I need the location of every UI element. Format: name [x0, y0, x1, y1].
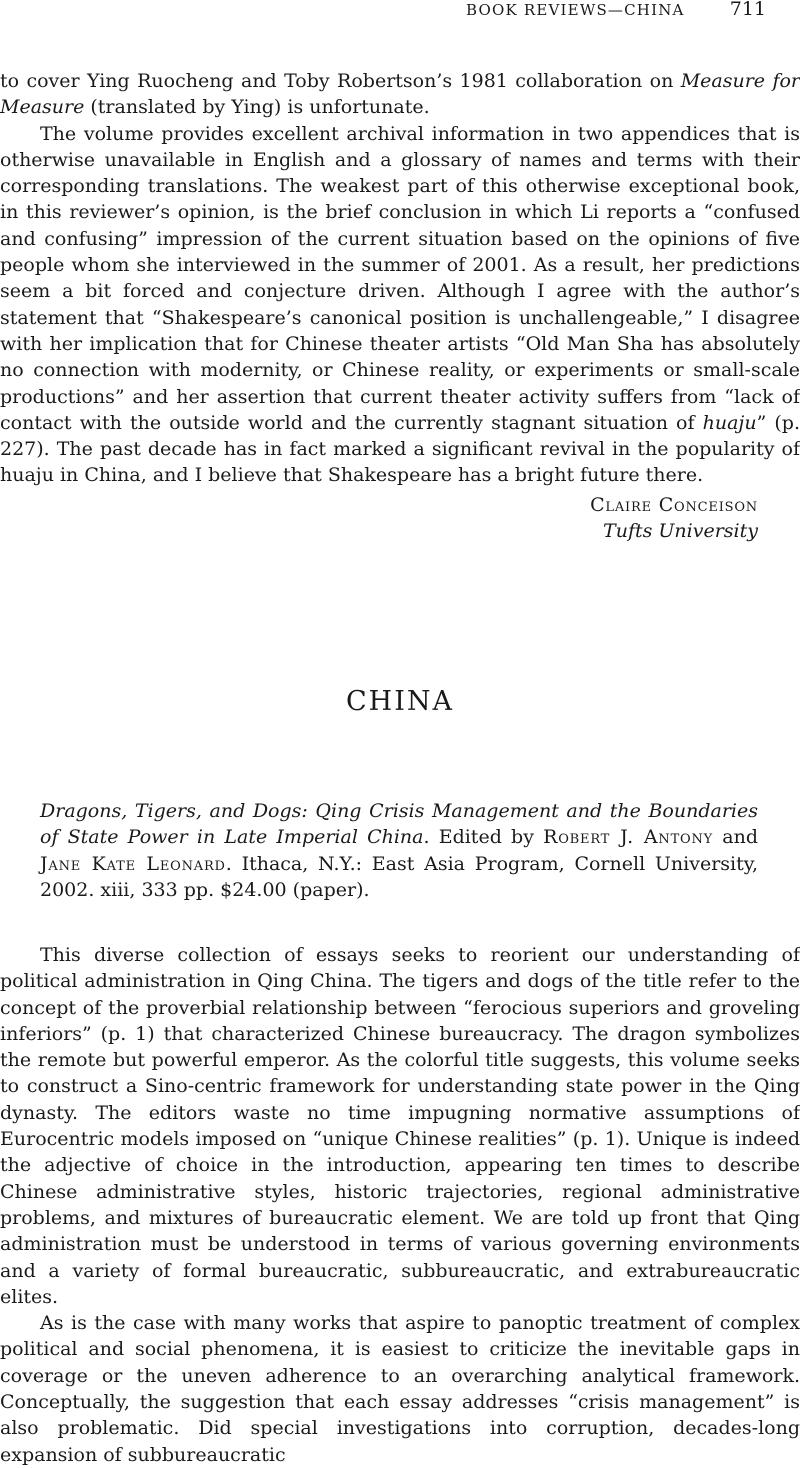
text-run: (translated by Ying) is unfortunate.: [84, 96, 430, 119]
paragraph: As is the case with many works that aspire to panoptic treatment of complex political and social phenomena, it is easiest to criticize the inevitable gaps in coverage or the uneven adherence to an overarching analytical framework. Conceptually, the suggestion that each essay addresses “crisis management” is also problematic. Did special investigations into corruption, decades-long expansion of subbureaucratic: [0, 1312, 800, 1466]
reviewer-name: Claire Conceison: [590, 494, 758, 516]
running-title: BOOK REVIEWS—CHINA: [466, 1, 685, 19]
review-text: [0, 942, 800, 1468]
paragraph: [0, 68, 800, 121]
book-citation: [40, 798, 758, 903]
previous-review-text: [0, 68, 800, 489]
text-run: . Edited by: [423, 826, 544, 849]
paragraph: [0, 121, 800, 489]
section-heading: CHINA: [346, 686, 454, 717]
publication-details: . Ithaca, N.Y.: East Asia Program, Cornell University, 2002. xiii, 333 pp. $24.00 (paper).: [40, 852, 758, 901]
reviewer-affiliation: Tufts University: [603, 520, 758, 542]
paragraph: This diverse collection of essays seeks to reorient our understanding of political administration in Qing China. The tigers and dogs of the title refer to the concept of the proverbial relationship between “ferocious superiors and groveling inferiors” (p. 1) that characterized Chinese bureaucracy. The dragon symbolizes the remote but powerful emperor. As the colorful title suggests, this volume seeks to construct a Sino-centric framework for understanding state power in the Qing dynasty. The editors waste no time impugning normative assumptions of Eurocentric models imposed on “unique Chinese realities” (p. 1). Unique is indeed the adjective of choice in the introduction, appearing ten times to describe Chinese administrative styles, historic trajectories, regional administrative problems, and mixtures of bureaucratic element. We are told up front that Qing administration must be understood in terms of various governing environments and a variety of formal bureaucratic, subbureaucratic, and extrabureaucratic elites.: [0, 944, 800, 1308]
running-head: [0, 0, 800, 28]
text-run: and: [713, 826, 758, 849]
page-number: 711: [729, 0, 766, 20]
italic-term: huaju: [702, 411, 757, 434]
text-run: to cover Ying Ruocheng and Toby Robertson’s 1981 collaboration on: [0, 70, 681, 92]
text-run: The volume provides excellent archival information in two appendices that is otherwise unavailable in English and a glossary of names and terms with their corresponding translations. The weakest part of this otherwise exceptional book, in this reviewer’s opinion, is the brief conclusion in which Li reports a “confused and confusing” impression of the current situation based on the opinions of five people whom she interviewed in the summer of 2001. As a result, her predictions seem a bit forced and conjecture driven. Although I agree with the author’s statement that “Shakespeare’s canonical position is unchallengeable,” I disagree with her implication that for Chinese theater artists “Old Man Sha has absolutely no connection with modernity, or Chinese reality, or experiments or small-scale productions” and her assertion that current theater activity suffers from “lack of contact with the outside world and the currently stagnant situation of: [0, 122, 800, 434]
editor-name: Jane Kate Leonard: [40, 852, 226, 875]
text-run: ” (p. 227). The past decade has in fact marked a significant revival in the popularity of huaju in China, and I believe that Shakespeare has a bright future there.: [0, 411, 800, 487]
work-title: Measure for Measure: [0, 70, 800, 119]
book-title: Dragons, Tigers, and Dogs: Qing Crisis Management and the Boundaries of State Power in Late Imperial China: [40, 800, 758, 849]
editor-name: Robert J. Antony: [543, 826, 714, 849]
